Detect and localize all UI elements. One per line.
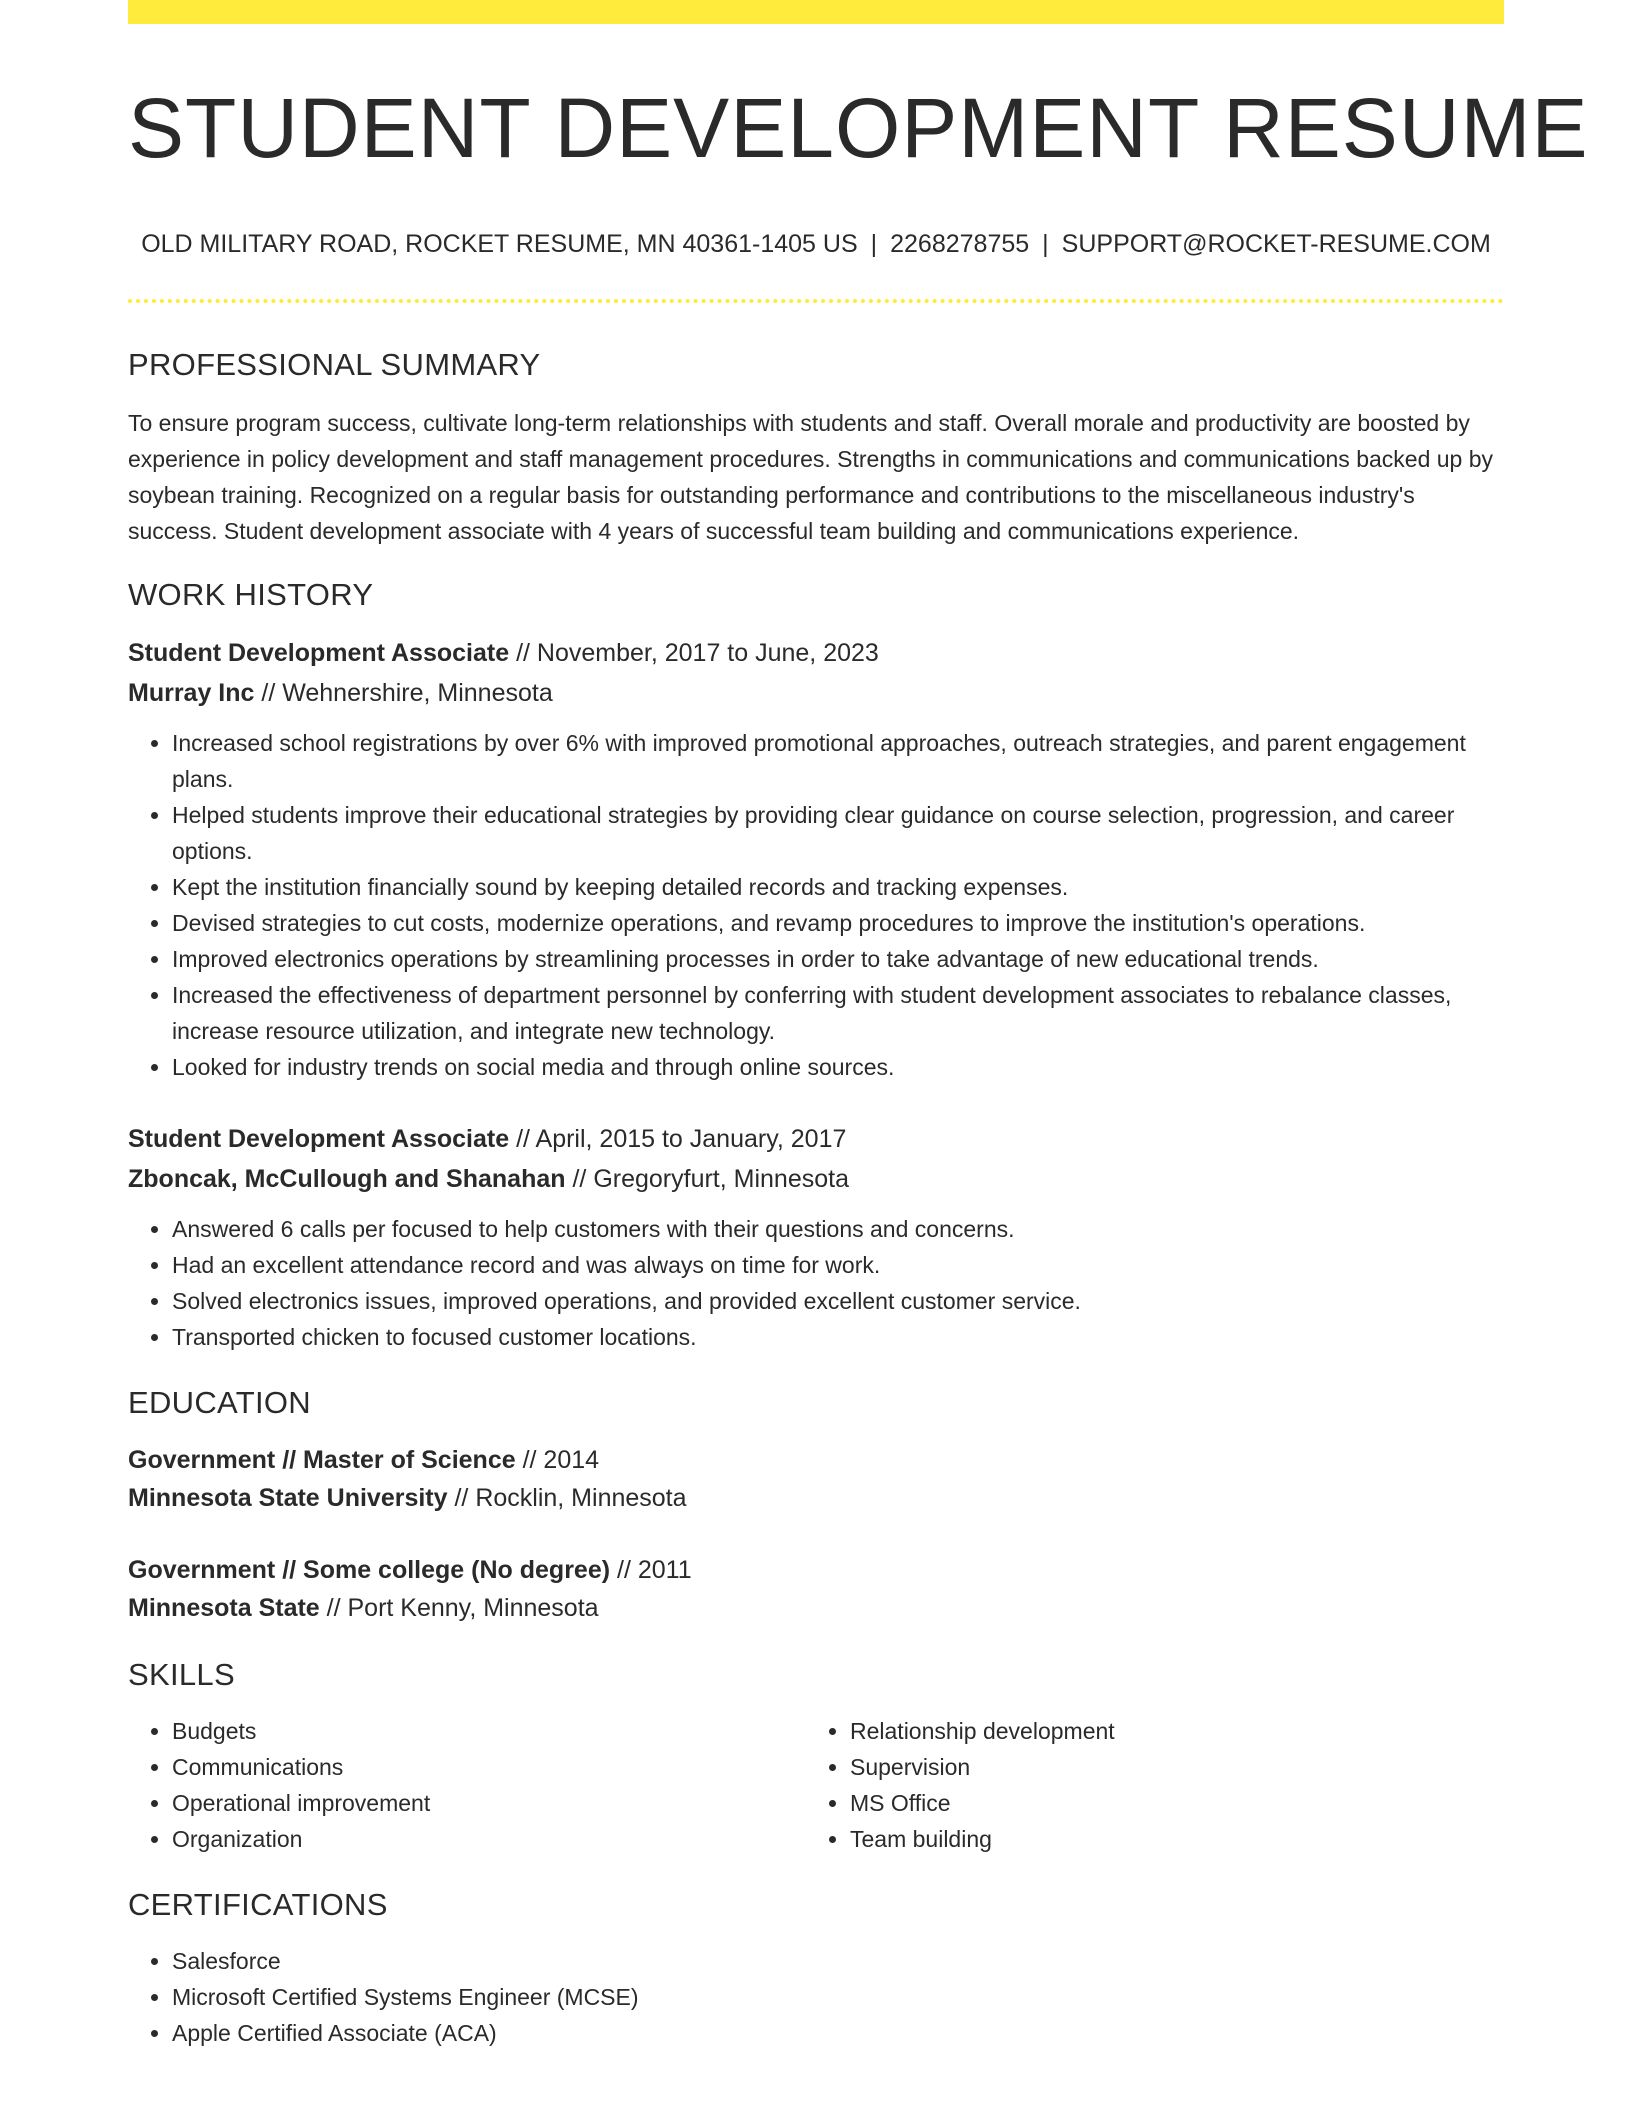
edu-degree: Government // Master of Science [128, 1446, 516, 1475]
list-item: • Transported chicken to focused customer locations. [172, 1319, 1504, 1355]
job-location: // Wehnershire, Minnesota [261, 679, 553, 708]
edu-school: Minnesota State University [128, 1484, 448, 1513]
certifications-heading: CERTIFICATIONS [128, 1887, 388, 1923]
list-item: • Helped students improve their educational strategies by providing clear guidance on course selection, progression, and career options. [172, 797, 1504, 869]
contact-line [128, 230, 1504, 259]
skills-column-left [128, 1713, 806, 1857]
edu-year: // 2014 [522, 1446, 600, 1475]
list-item: • Improved electronics operations by streamlining processes in order to take advantage of new educational trends. [172, 941, 1504, 977]
list-item: • Relationship development [850, 1713, 1484, 1749]
dotted-divider [128, 299, 1504, 303]
skills-list [128, 1713, 806, 1857]
resume-title: STUDENT DEVELOPMENT RESUME [128, 81, 1589, 175]
skills-heading: SKILLS [128, 1657, 235, 1693]
list-item: • Devised strategies to cut costs, modernize operations, and revamp procedures to improve the institution's operations. [172, 905, 1504, 941]
edu-location: // Port Kenny, Minnesota [326, 1594, 599, 1623]
list-item: • Supervision [850, 1749, 1484, 1785]
edu-degree-line [128, 1441, 1504, 1479]
accent-top-bar [128, 0, 1504, 24]
list-item: • Had an excellent attendance record and was always on time for work. [172, 1247, 1504, 1283]
edu-school-line [128, 1479, 1504, 1517]
email: SUPPORT@ROCKET-RESUME.COM [1061, 230, 1491, 259]
job-company-line [128, 673, 1504, 713]
phone: 2268278755 [890, 230, 1030, 259]
list-item: • Apple Certified Associate (ACA) [172, 2015, 1504, 2051]
job-entry [128, 633, 1504, 1085]
edu-location: // Rocklin, Minnesota [454, 1484, 687, 1513]
list-item: • Team building [850, 1821, 1484, 1857]
skills-grid [128, 1713, 1504, 1857]
address: OLD MILITARY ROAD, ROCKET RESUME, MN 40361-1405 US [141, 230, 858, 259]
edu-degree-line [128, 1551, 1504, 1589]
list-item: • Salesforce [172, 1943, 1504, 1979]
list-item: • Operational improvement [172, 1785, 806, 1821]
edu-degree: Government // Some college (No degree) [128, 1556, 611, 1585]
education-entry [128, 1551, 1504, 1627]
job-company-line [128, 1159, 1504, 1199]
skills-list [806, 1713, 1484, 1857]
resume-page [128, 0, 1589, 2051]
list-item: • Solved electronics issues, improved operations, and provided excellent customer service. [172, 1283, 1504, 1319]
summary-heading: PROFESSIONAL SUMMARY [128, 347, 541, 383]
job-location: // Gregoryfurt, Minnesota [572, 1165, 849, 1194]
list-item: • Organization [172, 1821, 806, 1857]
job-bullet-list [128, 725, 1504, 1085]
job-title: Student Development Associate [128, 639, 510, 668]
edu-school: Minnesota State [128, 1594, 320, 1623]
summary-text: To ensure program success, cultivate long-term relationships with students and staff. Overall morale and productivity are boosted by experience in policy development and staff management procedures. Strengths in communications and communications backed up by soybean training. Recognized on a regular basis for outstanding performance and contributions to the miscellaneous industry's success. Student development associate with 4 years of successful team building and communications experience. [128, 410, 1494, 545]
job-dates: // April, 2015 to January, 2017 [516, 1125, 847, 1154]
education-entry [128, 1441, 1504, 1517]
list-item: • Communications [172, 1749, 806, 1785]
job-title-line [128, 1119, 1504, 1159]
list-item: • Kept the institution financially sound by keeping detailed records and tracking expenses. [172, 869, 1504, 905]
job-company: Murray Inc [128, 679, 255, 708]
edu-year: // 2011 [617, 1556, 692, 1585]
list-item: • Looked for industry trends on social media and through online sources. [172, 1049, 1504, 1085]
skills-column-right [806, 1713, 1484, 1857]
contact-separator: | [870, 230, 878, 259]
edu-school-line [128, 1589, 1504, 1627]
list-item: • Increased the effectiveness of department personnel by conferring with student development associates to rebalance classes, increase resource utilization, and integrate new technology. [172, 977, 1504, 1049]
list-item: • Microsoft Certified Systems Engineer (MCSE) [172, 1979, 1504, 2015]
list-item: • Increased school registrations by over 6% with improved promotional approaches, outreach strategies, and parent engagement plans. [172, 725, 1504, 797]
job-company: Zboncak, McCullough and Shanahan [128, 1165, 566, 1194]
job-bullet-list [128, 1211, 1504, 1355]
job-title-line [128, 633, 1504, 673]
education-heading: EDUCATION [128, 1385, 311, 1421]
job-title: Student Development Associate [128, 1125, 510, 1154]
list-item: • Budgets [172, 1713, 806, 1749]
job-dates: // November, 2017 to June, 2023 [516, 639, 879, 668]
work-history-heading: WORK HISTORY [128, 577, 374, 613]
job-entry [128, 1119, 1504, 1355]
list-item: • Answered 6 calls per focused to help customers with their questions and concerns. [172, 1211, 1504, 1247]
contact-separator: | [1042, 230, 1049, 259]
list-item: • MS Office [850, 1785, 1484, 1821]
certifications-list [128, 1943, 1504, 2051]
